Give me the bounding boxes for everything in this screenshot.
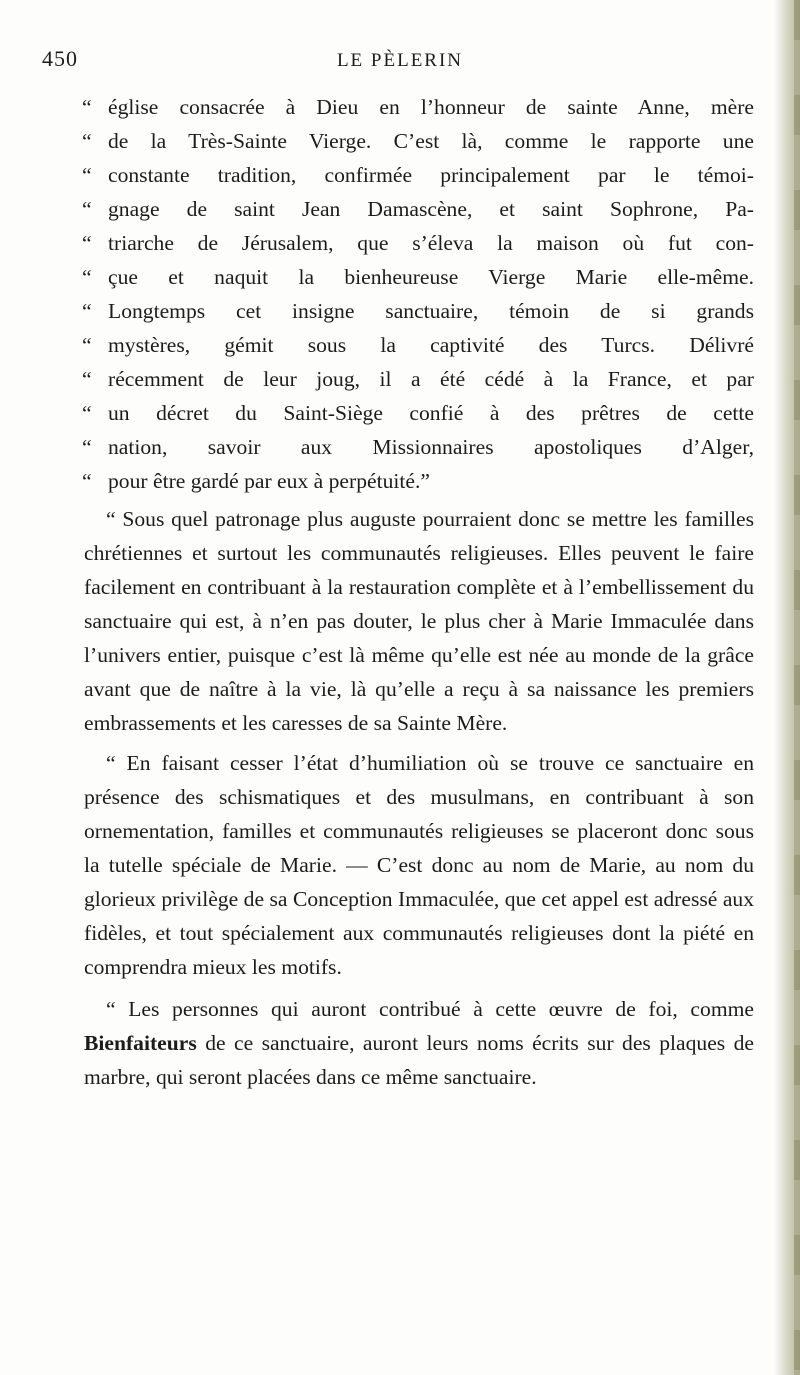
quote-line [84,362,754,396]
quote-line [84,158,754,192]
quote-line [84,124,754,158]
quote-line-text: mystères, gémit sous la captivité des Turcs. Délivré [108,333,754,357]
paragraph-humiliation: “ En faisant cesser l’état d’humiliation où se trouve ce sanctuaire en présence des schismatiques et des musulmans, en contribuant à son ornementation, familles et communautés religieuses se placeront donc sous la tutelle spéciale de Marie. — C’est donc au nom de Marie, au nom du glorieux privilège de sa Conception Immaculée, que cet appel est adressé aux fidèles, et tout spécialement aux communautés religieuses dont la piété en comprendra mieux les motifs. [84,751,754,979]
quote-line-text: un décret du Saint-Siège confié à des prêtres de cette [108,401,754,425]
quote-mark: “ [82,401,92,425]
quote-line-text: pour être gardé par eux à perpétuité.” [108,469,430,493]
quote-line [84,294,754,328]
page-header [0,46,800,86]
page-edge [774,0,800,1375]
paragraph-benefactors-start: “ Les personnes qui auront contribué à cette œuvre de foi, comme [106,997,754,1021]
quote-line [84,430,754,464]
quote-line [84,328,754,362]
quote-line [84,396,754,430]
quote-line [84,226,754,260]
quote-mark: “ [82,469,92,493]
page-content [84,90,754,1094]
quote-mark: “ [82,435,92,459]
quote-line-text: constante tradition, confirmée principalement par le témoi- [108,163,754,187]
quote-mark: “ [82,95,92,119]
quote-line-text: église consacrée à Dieu en l’honneur de sainte Anne, mère [108,95,754,119]
running-head: LE PÈLERIN [336,50,464,71]
quote-line [84,192,754,226]
quote-mark: “ [82,129,92,153]
quote-line-text: gnage de saint Jean Damascène, et saint Sophrone, Pa- [108,197,754,221]
quote-line-text: çue et naquit la bienheureuse Vierge Marie elle-même. [108,265,754,289]
quote-line [84,260,754,294]
quote-line-text: de la Très-Sainte Vierge. C’est là, comme le rapporte une [108,129,754,153]
quote-line-text: nation, savoir aux Missionnaires apostoliques d’Alger, [108,435,754,459]
quote-line [84,90,754,124]
quoted-passage [84,90,754,498]
quote-line [84,464,754,498]
quote-line-text: récemment de leur joug, il a été cédé à la France, et par [108,367,754,391]
paragraph-benefactors [84,992,754,1094]
page-number: 450 [42,46,78,71]
quote-mark: “ [82,299,92,323]
benefactors-term: Bienfaiteurs [84,1031,197,1055]
quote-line-text: Longtemps cet insigne sanctuaire, témoin de si grands [108,299,754,323]
quote-mark: “ [82,265,92,289]
quote-mark: “ [82,231,92,255]
quote-mark: “ [82,163,92,187]
quote-mark: “ [82,367,92,391]
quote-mark: “ [82,197,92,221]
paragraph-patronage: “ Sous quel patronage plus auguste pourraient donc se mettre les familles chrétiennes et surtout les communautés religieuses. Elles peuvent le faire facilement en contribuant à la restauration complète et à l’embellissement du sanctuaire qui est, à n’en pas douter, le plus cher à Marie Immaculée dans l’univers entier, puisque c’est là même qu’elle est née au monde de la grâce avant que de naître à la vie, là qu’elle a reçu à sa naissance les premiers embrassements et les caresses de sa Sainte Mère. [84,507,754,735]
paragraph-benefactors-end: de ce sanctuaire, auront leurs noms écrits sur des plaques de marbre, qui seront placées dans ce même sanctuaire. [84,1031,755,1089]
quote-line-text: triarche de Jérusalem, que s’éleva la maison où fut con- [108,231,754,255]
quote-mark: “ [82,333,92,357]
